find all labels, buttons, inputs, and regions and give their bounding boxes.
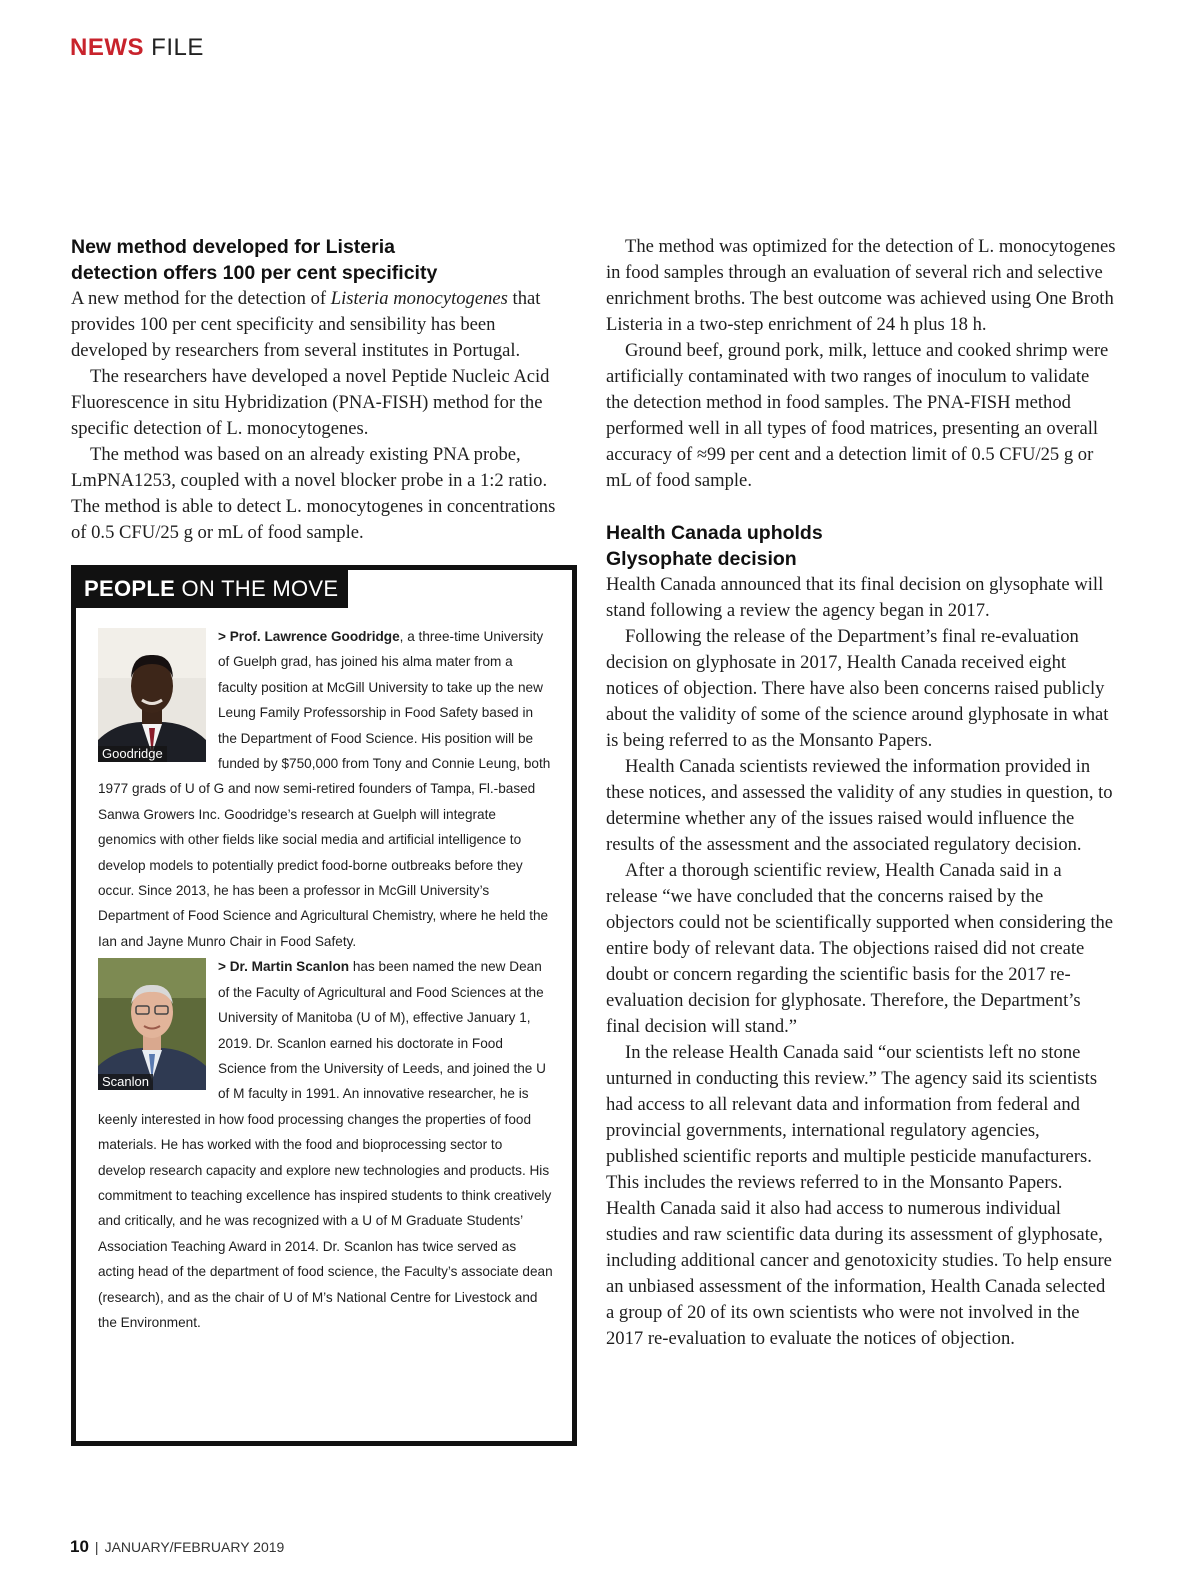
listeria-headline-line2: detection offers 100 per cent specificity [71,262,438,284]
issue-date: JANUARY/FEBRUARY 2019 [104,1539,285,1555]
scanlon-portrait-image [98,958,206,1090]
right-column [606,234,1116,1352]
scanlon-entry: > Dr. Martin Scanlon has been named the new Dean of the Faculty of Agricultural and Food Sciences at the University of Manitoba (U of M), effective January 1, 2019. Dr. Scanlon earned his doctorate in Food Science from the University of Leeds, and joined the U of M faculty in 1991. An innovative researcher, he is keenly interested in how food processing changes the properties of food materials. He has worked with the food and bioprocessing sector to develop research capacity and explore new technologies and products. His commitment to teaching excellence has inspired students to think creatively and critically, and he was recognized with a U of M Graduate Students’ Association Teaching Award in 2014. Dr. Scanlon has twice served as acting head of the department of food science, the Faculty’s associate dean (research), and as the chair of U of M’s National Centre for Livestock and the Environment. [98,959,553,1330]
glyphosate-paragraph-1: Health Canada announced that its final decision on glysophate will stand following a review the agency began in 2017. [606,574,1104,621]
listeria-body [71,286,571,546]
glyphosate-body [606,572,1116,1352]
page-footer [70,1537,284,1557]
species-name: Listeria monocytogenes [330,288,508,309]
people-on-the-move-title: PEOPLE ON THE MOVE [76,570,348,608]
glyphosate-paragraph-3: Health Canada scientists reviewed the information provided in these notices, and assessed the validity of any studies in question, to determine whether any of the issues raised would influence the results of the assessment and the associated regulatory decision. [606,756,1113,855]
listeria-continued [606,234,1116,494]
glyphosate-paragraph-4: After a thorough scientific review, Health Canada said in a release “we have concluded that the concerns raised by the objectors could not be scientifically supported when considering the entire body of relevant data. The objections raised did not create doubt or concern regarding the scientific basis for the 2017 re-evaluation decision for glyphosate. Therefore, the Department’s final decision will stand.” [606,860,1114,1037]
listeria-paragraph-2: The researchers have developed a novel Peptide Nucleic Acid Fluorescence in situ Hybridization (PNA-FISH) method for the specific detection of L. monocytogenes. [71,366,550,439]
listeria-paragraph-4: The method was optimized for the detection of L. monocytogenes in food samples through an evaluation of several rich and selective enrichment broths. The best outcome was achieved using One Broth Listeria in a two-step enrichment of 24 h plus 18 h. [606,236,1116,335]
goodridge-portrait-image [98,628,206,762]
listeria-paragraph-5: Ground beef, ground pork, milk, lettuce and cooked shrimp were artificially contaminated with two ranges of inoculum to validate the detection method in food samples. The PNA-FISH method performed well in all types of food matrices, presenting an overall accuracy of ≈99 per cent and a detection limit of 0.5 CFU/25 g or mL of food sample. [606,340,1109,491]
people-on-the-move-box [71,565,577,1446]
scanlon-photo [98,958,206,1090]
goodridge-photo [98,628,206,762]
glyphosate-headline-line2: Glysophate decision [606,548,797,570]
page-number: 10 [70,1537,89,1556]
glyphosate-headline [606,520,1116,572]
listeria-paragraph-1: A new method for the detection of Listeria monocytogenes that provides 100 per cent specificity and sensibility has been developed by researchers from several institutes in Portugal. [71,288,541,361]
listeria-paragraph-3: The method was based on an already existing PNA probe, LmPNA1253, coupled with a novel blocker probe in a 1:2 ratio. The method is able to detect L. monocytogenes in concentrations of 0.5 CFU/25 g or mL of food sample. [71,444,556,543]
section-header-rest: FILE [151,34,204,61]
goodridge-entry: > Prof. Lawrence Goodridge, a three-time University of Guelph grad, has joined his alma mater from a faculty position at McGill University to take up the new Leung Family Professorship in Food Safety based in the Department of Food Science. His position will be funded by $750,000 from Tony and Connie Leung, both 1977 grads of U of G and now semi-retired founders of Tampa, Fl.-based Sanwa Growers Inc. Goodridge’s research at Guelph will integrate genomics with other fields like social media and artificial intelligence to develop models to potentially predict food-borne outbreaks before they occur. Since 2013, he has been a professor in McGill University’s Department of Food Science and Agricultural Chemistry, where he held the Ian and Jayne Munro Chair in Food Safety. [98,629,551,949]
scanlon-caption: Scanlon [98,1074,153,1090]
listeria-headline [71,234,571,286]
listeria-article [71,234,571,546]
goodridge-name: > Prof. Lawrence Goodridge [218,629,400,644]
glyphosate-headline-line1: Health Canada upholds [606,522,823,544]
glyphosate-paragraph-5: In the release Health Canada said “our scientists left no stone unturned in conducting this review.” The agency said its scientists had access to all relevant data and information from federal and provincial governments, international regulatory agencies, published scientific reports and multiple pesticide manufacturers. This includes the reviews referred to in the Monsanto Papers. Health Canada said it also had access to numerous individual studies and raw scientific data during its assessment of glyphosate, including additional cancer and genotoxicity studies. To help ensure an unbiased assessment of the information, Health Canada selected a group of 20 of its own scientists who were not involved in the 2017 re-evaluation to evaluate the notices of objection. [606,1042,1112,1349]
listeria-headline-line1: New method developed for Listeria [71,236,395,258]
people-on-the-move-content [98,624,553,1335]
goodridge-caption: Goodridge [98,746,167,762]
section-header-accent: NEWS [70,34,144,61]
scanlon-name: > Dr. Martin Scanlon [218,959,350,975]
section-header [70,34,204,62]
footer-separator: | [94,1539,99,1555]
glyphosate-paragraph-2: Following the release of the Department’s final re-evaluation decision on glyphosate in 2017, Health Canada received eight notices of objection. There have also been concerns raised publicly about the validity of some of the science around glyphosate in what is being referred to as the Monsanto Papers. [606,626,1109,751]
